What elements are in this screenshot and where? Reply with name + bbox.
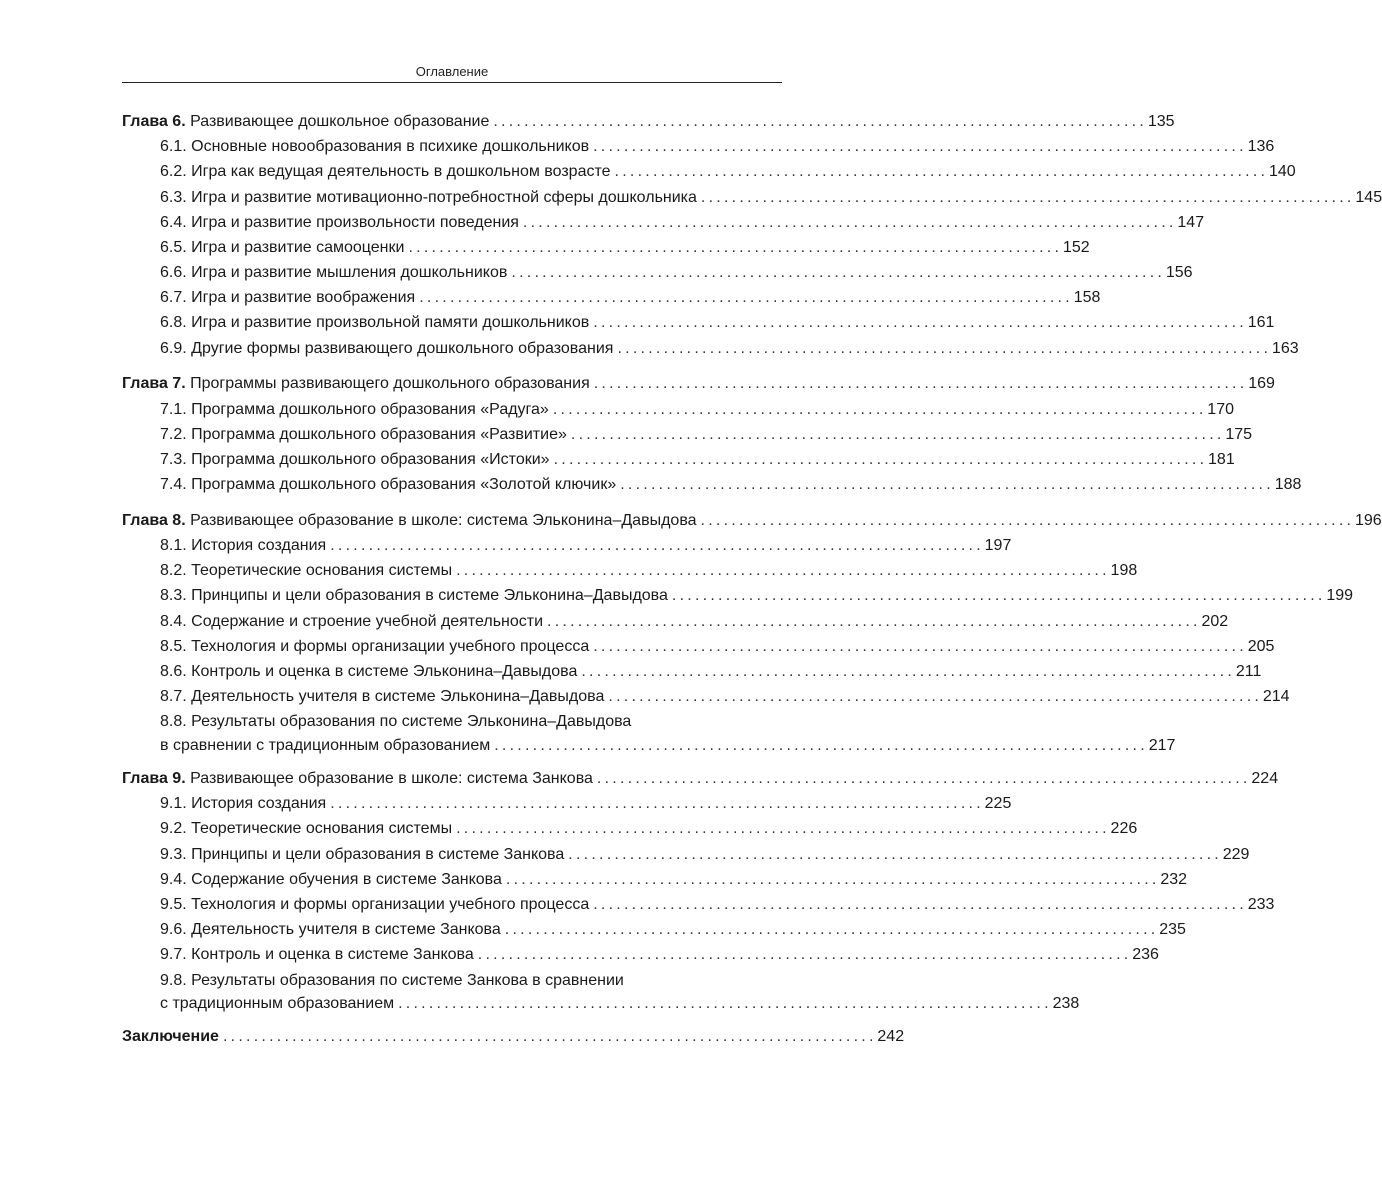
toc-entry-title xyxy=(160,210,519,235)
toc-entry-title xyxy=(160,447,550,472)
toc-entry-title xyxy=(122,1024,219,1049)
dot-leader xyxy=(452,558,1110,583)
page-number: 140 xyxy=(1269,163,1296,181)
toc-entry-title xyxy=(122,508,697,533)
chapter-label: Заключение xyxy=(122,1028,219,1046)
toc-entry-title-text: 6.4. Игра и развитие произвольности поведения xyxy=(160,213,519,231)
toc-entry-title-text: 9.6. Деятельность учителя в системе Занкова xyxy=(160,921,501,939)
page-number: 205 xyxy=(1247,637,1275,655)
toc-section-entry[interactable] xyxy=(122,634,1275,659)
page-number: 229 xyxy=(1222,845,1250,863)
toc-entry-title xyxy=(160,285,415,310)
toc-section-entry[interactable] xyxy=(122,942,1159,967)
toc-entry-title xyxy=(160,260,507,285)
toc-section-entry[interactable] xyxy=(122,609,1229,634)
toc-section-entry[interactable] xyxy=(122,336,1299,361)
dot-leader xyxy=(604,684,1262,709)
toc-entry-title xyxy=(160,867,502,892)
toc-section-entry[interactable] xyxy=(122,892,1275,917)
toc-entry-title xyxy=(160,235,404,260)
page-number: 233 xyxy=(1247,895,1275,913)
page-number: 152 xyxy=(1062,238,1090,256)
toc-entry-title-text: Программы развивающего дошкольного образования xyxy=(190,375,590,393)
chapter-label: Глава 8. xyxy=(122,511,186,529)
dot-leader xyxy=(326,791,984,816)
toc-entry-title xyxy=(160,842,564,867)
toc-entry-title: 9.8. Результаты образования по системе Занкова в сравнении xyxy=(160,971,624,989)
page-number: 224 xyxy=(1251,770,1279,787)
toc-entry-title-text: Развивающее образование в школе: система Занкова xyxy=(190,770,593,787)
toc-entry-title xyxy=(160,684,604,709)
toc-entry-title xyxy=(160,634,589,659)
toc-entry-title-text: 6.9. Другие формы развивающего дошкольного образования xyxy=(160,339,614,357)
page-number: 199 xyxy=(1326,587,1354,605)
page-number: 211 xyxy=(1235,662,1262,680)
toc-entry-title xyxy=(160,397,549,422)
chapter-label: Глава 9. xyxy=(122,770,186,787)
toc-entry-title-text: 8.5. Технология и формы организации учебного процесса xyxy=(160,637,590,655)
dot-leader xyxy=(519,210,1177,235)
toc-entry-title xyxy=(160,134,589,159)
toc-section-entry[interactable] xyxy=(122,472,1302,497)
table-of-contents xyxy=(122,109,1382,1049)
toc-section-entry[interactable] xyxy=(122,583,1354,608)
toc-entry-title xyxy=(160,816,452,841)
toc-entry-title-text: Развивающее дошкольное образование xyxy=(190,112,490,130)
dot-leader xyxy=(549,397,1207,422)
toc-entry-title-text: Развивающее образование в школе: система Эльконина–Давыдова xyxy=(190,511,697,529)
toc-entry-title-text: 9.1. История создания xyxy=(160,795,327,813)
toc-entry-title: 8.8. Результаты образования по системе Эльконина–Давыдова xyxy=(160,713,632,731)
toc-entry-title xyxy=(160,558,452,583)
dot-leader xyxy=(404,235,1062,260)
page-number: 214 xyxy=(1262,688,1290,706)
page-number: 170 xyxy=(1207,400,1234,418)
dot-leader xyxy=(589,310,1247,335)
toc-entry-title xyxy=(160,892,589,917)
dot-leader xyxy=(415,285,1073,310)
page-number: 136 xyxy=(1247,138,1275,156)
toc-entry-title-text: 6.8. Игра и развитие произвольной памяти дошкольников xyxy=(160,314,590,332)
page-number: 196 xyxy=(1355,511,1382,529)
toc-entry-title-text: 7.1. Программа дошкольного образования «Радуга» xyxy=(160,400,549,418)
page-number: 197 xyxy=(984,536,1012,554)
dot-leader xyxy=(589,134,1247,159)
toc-entry-title xyxy=(160,185,697,210)
toc-chapter-entry[interactable] xyxy=(122,766,1279,791)
chapter-label: Глава 6. xyxy=(122,112,186,130)
toc-entry-line xyxy=(160,993,1080,1014)
toc-section-entry[interactable] xyxy=(122,684,1290,709)
dot-leader xyxy=(326,533,984,558)
toc-section-entry[interactable] xyxy=(122,968,1080,1014)
toc-entry-title-text: 8.3. Принципы и цели образования в системе Эльконина–Давыдова xyxy=(160,587,668,605)
toc-section-entry[interactable] xyxy=(122,447,1235,472)
dot-leader xyxy=(616,472,1274,497)
toc-entry-title-text: 7.4. Программа дошкольного образования «Золотой ключик» xyxy=(160,476,617,494)
toc-entry-title-text: 6.1. Основные новообразования в психике дошкольников xyxy=(160,138,590,156)
page-number: 161 xyxy=(1247,314,1275,332)
toc-section-entry[interactable] xyxy=(122,210,1205,235)
toc-entry-title-text: 8.7. Деятельность учителя в системе Эльконина–Давыдова xyxy=(160,688,605,706)
toc-section-entry[interactable] xyxy=(122,134,1275,159)
toc-section-entry[interactable] xyxy=(122,185,1382,210)
page-number: 238 xyxy=(1052,994,1080,1012)
dot-leader xyxy=(564,842,1222,867)
page-number: 236 xyxy=(1132,946,1159,964)
toc-entry-title-text: 7.3. Программа дошкольного образования «Истоки» xyxy=(160,450,550,468)
toc-entry-title xyxy=(160,533,326,558)
toc-entry-title-text: 9.3. Принципы и цели образования в системе Занкова xyxy=(160,845,565,863)
page-number: 232 xyxy=(1160,870,1188,888)
toc-section-entry[interactable] xyxy=(122,842,1250,867)
toc-entry-title-text: 7.2. Программа дошкольного образования «Развитие» xyxy=(160,425,567,443)
toc-entry-title xyxy=(160,583,668,608)
toc-chapter-entry[interactable] xyxy=(122,1024,905,1049)
toc-entry-title xyxy=(122,371,590,396)
page-number: 235 xyxy=(1159,921,1186,939)
page-number: 188 xyxy=(1274,476,1302,494)
toc-entry-title-text: 8.6. Контроль и оценка в системе Эльконина–Давыдова xyxy=(160,662,578,680)
toc-entry-title-text: 9.7. Контроль и оценка в системе Занкова xyxy=(160,946,474,964)
toc-section-entry[interactable] xyxy=(122,397,1234,422)
toc-chapter-entry[interactable] xyxy=(122,371,1275,396)
dot-leader xyxy=(697,508,1355,533)
toc-section-entry[interactable] xyxy=(122,558,1138,583)
toc-section-entry[interactable] xyxy=(122,709,1176,755)
toc-entry-title xyxy=(160,310,589,335)
dot-leader xyxy=(577,659,1235,684)
dot-leader xyxy=(489,109,1147,134)
toc-section-entry[interactable] xyxy=(122,816,1138,841)
toc-entry-title xyxy=(160,942,474,967)
toc-entry-title-text: 8.4. Содержание и строение учебной деятельности xyxy=(160,612,544,630)
dot-leader xyxy=(590,371,1248,396)
toc-section-entry[interactable] xyxy=(122,659,1262,684)
page-number: 145 xyxy=(1355,188,1382,206)
dot-leader xyxy=(502,867,1160,892)
page-number: 242 xyxy=(877,1028,905,1046)
page-number: 198 xyxy=(1110,562,1138,580)
toc-chapter-entry[interactable] xyxy=(122,508,1382,533)
dot-leader xyxy=(507,260,1165,285)
toc-section-entry[interactable] xyxy=(122,917,1186,942)
toc-entry-title xyxy=(160,336,613,361)
toc-section-entry[interactable] xyxy=(122,285,1101,310)
toc-entry-line xyxy=(160,735,1176,756)
toc-entry-title-text: 6.3. Игра и развитие мотивационно-потребностной сферы дошкольника xyxy=(160,188,697,206)
toc-entry-title xyxy=(160,159,611,184)
dot-leader xyxy=(567,422,1225,447)
toc-entry-title-text: 9.4. Содержание обучения в системе Занкова xyxy=(160,870,502,888)
toc-section-entry[interactable] xyxy=(122,311,1275,336)
toc-entry-title-text: 8.1. История создания xyxy=(160,536,327,554)
toc-entry-title-text: 6.5. Игра и развитие самооценки xyxy=(160,238,405,256)
page-number: 225 xyxy=(984,795,1012,813)
toc-entry-title-text: 9.2. Теоретические основания системы xyxy=(160,820,453,838)
page-number: 217 xyxy=(1148,736,1176,754)
dot-leader xyxy=(589,634,1247,659)
page-number: 158 xyxy=(1073,289,1101,307)
toc-entry-title xyxy=(160,422,567,447)
page-number: 175 xyxy=(1225,425,1253,443)
page-number: 135 xyxy=(1147,112,1175,130)
toc-entry-title xyxy=(160,472,616,497)
toc-entry-title-text: 6.6. Игра и развитие мышления дошкольников xyxy=(160,264,508,282)
toc-entry-title-text: 6.2. Игра как ведущая деятельность в дошкольном возрасте xyxy=(160,163,611,181)
dot-leader xyxy=(668,583,1326,608)
toc-section-entry[interactable] xyxy=(122,791,1012,816)
toc-entry-title xyxy=(122,109,489,134)
dot-leader xyxy=(589,892,1247,917)
dot-leader xyxy=(474,942,1132,967)
dot-leader xyxy=(452,816,1110,841)
dot-leader xyxy=(613,336,1271,361)
toc-entry-title xyxy=(160,609,543,634)
page-number: 226 xyxy=(1110,820,1138,838)
dot-leader xyxy=(550,447,1208,472)
page-number: 163 xyxy=(1271,339,1299,357)
dot-leader xyxy=(501,917,1159,942)
toc-entry-title-text: 6.7. Игра и развитие воображения xyxy=(160,289,416,307)
toc-section-entry[interactable] xyxy=(122,422,1253,447)
toc-section-entry[interactable] xyxy=(122,533,1012,558)
toc-entry-title-continued: в сравнении с традиционным образованием xyxy=(160,736,491,754)
dot-leader xyxy=(593,766,1251,791)
toc-section-entry[interactable] xyxy=(122,235,1090,260)
toc-section-entry[interactable] xyxy=(122,260,1193,285)
toc-entry-title xyxy=(122,766,593,791)
page-number: 147 xyxy=(1177,213,1205,231)
page-number: 156 xyxy=(1165,264,1193,282)
toc-section-entry[interactable] xyxy=(122,159,1296,184)
toc-chapter-entry[interactable] xyxy=(122,109,1175,134)
chapter-label: Глава 7. xyxy=(122,375,186,393)
toc-section-entry[interactable] xyxy=(122,867,1188,892)
dot-leader xyxy=(490,735,1148,756)
header-rule xyxy=(122,82,782,83)
toc-entry-title-text: 9.5. Технология и формы организации учебного процесса xyxy=(160,895,590,913)
toc-entry-title xyxy=(160,917,501,942)
page-number: 169 xyxy=(1248,375,1275,393)
dot-leader xyxy=(543,609,1201,634)
dot-leader xyxy=(697,185,1355,210)
toc-entry-title xyxy=(160,791,326,816)
dot-leader xyxy=(611,159,1269,184)
running-head-title: Оглавление xyxy=(415,64,489,79)
toc-entry-title-text: 8.2. Теоретические основания системы xyxy=(160,562,453,580)
toc-entry-title xyxy=(160,659,577,684)
page-number: 202 xyxy=(1201,612,1229,630)
toc-entry-title-continued: с традиционным образованием xyxy=(160,994,395,1012)
dot-leader xyxy=(394,993,1052,1014)
dot-leader xyxy=(219,1024,877,1049)
page-number: 181 xyxy=(1208,450,1235,468)
